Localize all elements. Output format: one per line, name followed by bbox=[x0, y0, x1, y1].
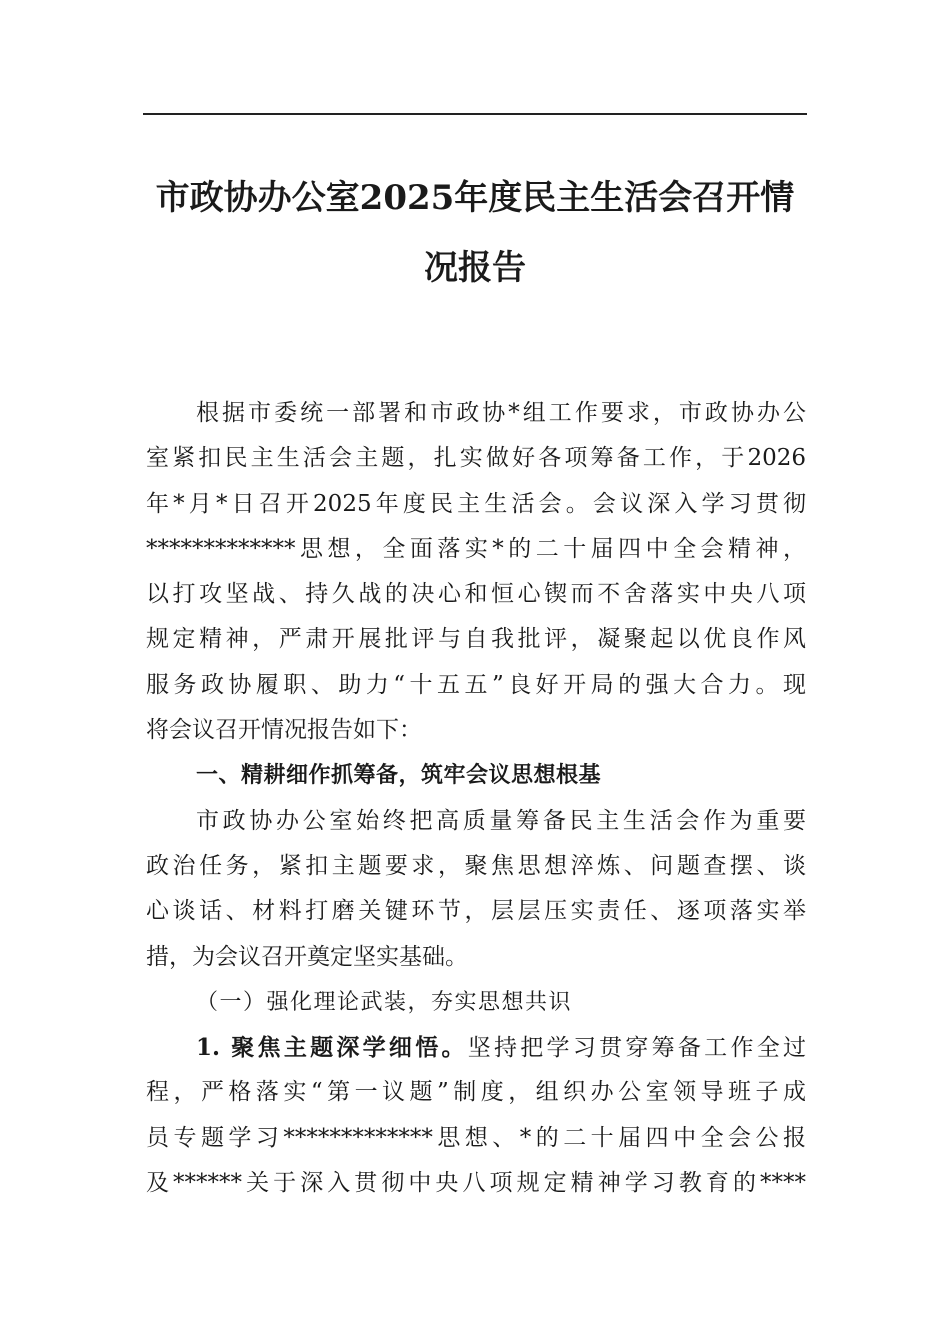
item-lead: 1. 聚焦主题深学细悟。 bbox=[196, 1034, 468, 1062]
header-rule bbox=[143, 113, 807, 115]
title-line-1: 市政协办公室2025年度民主生活会召开情 bbox=[155, 178, 795, 218]
intro-line: 室紧扣民主生活会主题，扎实做好各项筹备工作，于2026 bbox=[146, 445, 806, 472]
intro-line: 将会议召开情况报告如下： bbox=[146, 717, 422, 744]
intro-line: 服务政协履职、助力“十五五”良好开局的强大合力。现 bbox=[146, 671, 806, 698]
item-text: 坚持把学习贯穿筹备工作全过 bbox=[467, 1035, 806, 1062]
intro-line: 规定精神，严肃开展批评与自我批评，凝聚起以优良作风 bbox=[146, 626, 806, 653]
intro-line: 以打攻坚战、持久战的决心和恒心锲而不舍落实中央八项 bbox=[146, 581, 806, 608]
item-line: 员专题学习*************思想、*的二十届四中全会公报 bbox=[146, 1124, 806, 1151]
item-line: 及******关于深入贯彻中央八项规定精神学习教育的**** bbox=[146, 1170, 806, 1197]
item-line bbox=[146, 1025, 806, 1070]
section-line: 政治任务，紧扣主题要求，聚焦思想淬炼、问题查摆、谈 bbox=[146, 852, 806, 879]
document-body bbox=[146, 391, 806, 1206]
title-line-2: 况报告 bbox=[424, 248, 526, 288]
intro-line: *************思想，全面落实*的二十届四中全会精神， bbox=[146, 535, 806, 562]
section-line: 措，为会议召开奠定坚实基础。 bbox=[146, 943, 468, 970]
item-line: 程，严格落实“第一议题”制度，组织办公室领导班子成 bbox=[146, 1079, 806, 1106]
intro-line: 根据市委统一部署和市政协*组工作要求，市政协办公 bbox=[196, 400, 806, 426]
document-title bbox=[140, 163, 810, 303]
section-line: 市政协办公室始终把高质量筹备民主生活会作为重要 bbox=[196, 807, 806, 834]
intro-line: 年*月*日召开2025年度民主生活会。会议深入学习贯彻 bbox=[146, 490, 806, 517]
subsection-heading-1: （一）强化理论武装，夯实思想共识 bbox=[196, 989, 573, 1015]
section-line: 心谈话、材料打磨关键环节，层层压实责任、逐项落实举 bbox=[146, 898, 806, 925]
section-heading-1: 一、精耕细作抓筹备，筑牢会议思想根基 bbox=[196, 763, 602, 789]
